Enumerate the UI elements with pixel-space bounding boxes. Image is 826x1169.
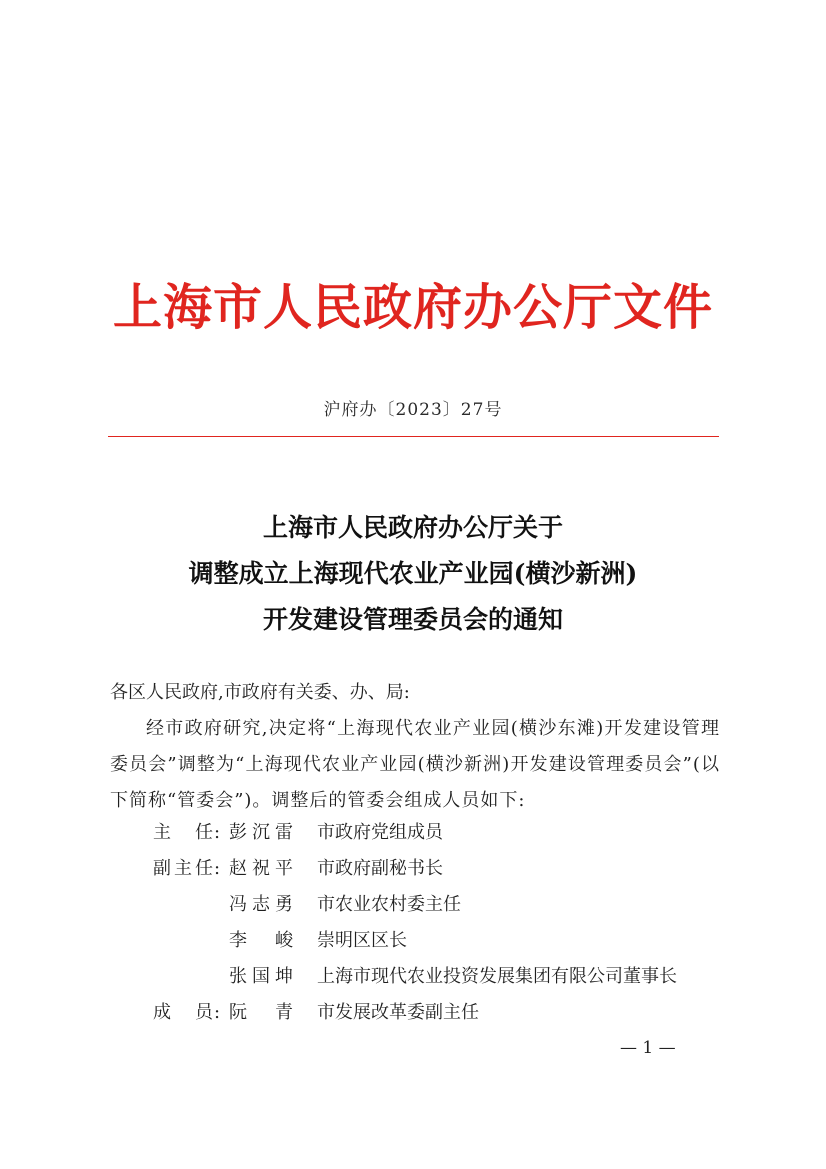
roster-name bbox=[229, 887, 293, 923]
roster-name-char: 青 bbox=[275, 1002, 293, 1023]
title-line: 上海市人民政府办公厅关于 bbox=[262, 513, 563, 542]
roster-name-char: 勇 bbox=[275, 894, 293, 915]
roster-name bbox=[229, 815, 293, 851]
document-number: 沪府办〔2023〕27号 bbox=[323, 400, 503, 420]
roster-role-char: 副 bbox=[153, 858, 171, 879]
roster-name-char: 志 bbox=[252, 894, 270, 915]
masthead-title: 上海市人民政府办公厅文件 bbox=[112, 278, 713, 336]
roster-name-char: 国 bbox=[252, 966, 270, 987]
roster-name-char: 平 bbox=[275, 858, 293, 879]
body-paragraph: 经市政府研究,决定将“上海现代农业产业园(横沙东滩)开发建设管理委员会”调整为“上海现代农业产业园(横沙新洲)开发建设管理委员会”(以下简称“管委会”)。调整后的管委会组成人员如下: bbox=[110, 718, 720, 811]
notice-body bbox=[110, 675, 720, 819]
roster-position: 上海市现代农业投资发展集团有限公司董事长 bbox=[317, 966, 677, 987]
roster-name-char: 冯 bbox=[229, 894, 247, 915]
roster-name-char: 张 bbox=[229, 966, 247, 987]
roster-name bbox=[229, 923, 293, 959]
roster-role-char: 员 bbox=[195, 1002, 213, 1023]
roster-name-char: 赵 bbox=[229, 858, 247, 879]
roster-role-char: 任 bbox=[195, 822, 213, 843]
roster-row bbox=[110, 959, 730, 995]
roster-row bbox=[110, 887, 730, 923]
roster-role-char: 成 bbox=[153, 1002, 171, 1023]
roster-role bbox=[153, 995, 213, 1031]
roster-colon: : bbox=[214, 822, 221, 843]
page-number: — 1 — bbox=[620, 1038, 676, 1058]
salutation: 各区人民政府,市政府有关委、办、局: bbox=[110, 682, 410, 703]
roster-name-char: 阮 bbox=[229, 1002, 247, 1023]
roster-position: 市发展改革委副主任 bbox=[317, 1002, 479, 1023]
roster-role-char: 主 bbox=[153, 822, 171, 843]
notice-title bbox=[0, 505, 826, 643]
roster-row bbox=[110, 851, 730, 887]
roster-position: 市政府副秘书长 bbox=[317, 858, 443, 879]
roster-name bbox=[229, 995, 293, 1031]
roster-name-char: 坤 bbox=[275, 966, 293, 987]
roster-position: 市农业农村委主任 bbox=[317, 894, 461, 915]
roster-row bbox=[110, 923, 730, 959]
roster-role-char: 主 bbox=[174, 858, 192, 879]
roster-name-char: 彭 bbox=[229, 822, 247, 843]
title-line: 开发建设管理委员会的通知 bbox=[262, 605, 563, 634]
roster-colon: : bbox=[214, 858, 221, 879]
roster-position: 市政府党组成员 bbox=[317, 822, 443, 843]
roster-position: 崇明区区长 bbox=[317, 930, 407, 951]
roster-name bbox=[229, 851, 293, 887]
member-roster bbox=[110, 815, 730, 1031]
roster-name-char: 沉 bbox=[252, 822, 270, 843]
roster-role bbox=[153, 815, 213, 851]
roster-role-char: 任 bbox=[195, 858, 213, 879]
roster-row bbox=[110, 815, 730, 851]
roster-name-char: 峻 bbox=[275, 930, 293, 951]
roster-row bbox=[110, 995, 730, 1031]
roster-colon: : bbox=[214, 1002, 221, 1023]
roster-role bbox=[153, 851, 213, 887]
title-line: 调整成立上海现代农业产业园(横沙新洲) bbox=[188, 559, 638, 588]
roster-name-char: 祝 bbox=[252, 858, 270, 879]
roster-name-char: 雷 bbox=[275, 822, 293, 843]
roster-name bbox=[229, 959, 293, 995]
roster-name-char: 李 bbox=[229, 930, 247, 951]
red-divider-line bbox=[108, 436, 719, 437]
